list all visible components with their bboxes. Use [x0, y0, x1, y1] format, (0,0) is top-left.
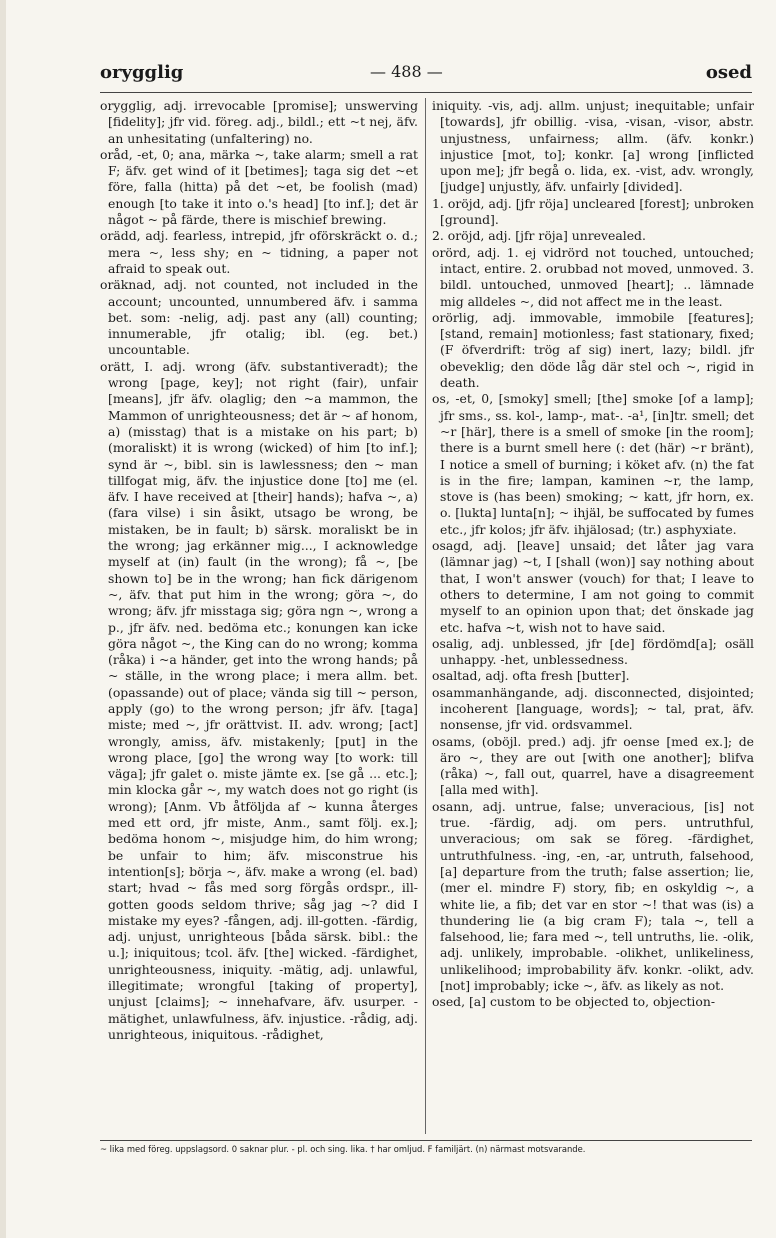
entry-orord: orörd, adj. 1. ej vidrörd not touched, untouched; intact, entire. 2. orubbad not moved, unmoved. 3. bildl. untouched, unmoved [heart]; .. lämnade mig alldeles ~, did not affect me in the least.: [432, 244, 754, 309]
entry-osammanhangande: osammanhängande, adj. disconnected, disjointed; incoherent [language, words]; ~ tal, prat, äfv. nonsense, jfr vid. ordsvammel.: [432, 684, 754, 733]
entry-orojd-2: 2. oröjd, adj. [jfr röja] unrevealed.: [432, 228, 646, 244]
header-rule: [100, 92, 752, 93]
entry-oradd: orädd, adj. fearless, intrepid, jfr oförskräckt o. d.; mera ~, less shy; en ~ tidning, a paper not afraid to speak out.: [100, 228, 418, 276]
page-header: [100, 62, 752, 86]
column-divider: [425, 98, 426, 1134]
entry-oratt: orätt, I. adj. wrong (äfv. substantiveradt); the wrong [page, key]; not right (fair), unfair [means], jfr äfv. olaglig; den ~a mammon, the Mammon of unrighteousness; det är ~ af honom, a) (misstag) that is a mistake on his part; b) (moraliskt) it is wrong (wicked) of him [to inf.]; synd är ~, bibl. sin is lawlessness; den ~ man tillfogat mig, äfv. the injustice done [to] me (el. äfv. I have received at [their] hands); hafva ~, a) (fara vilse) i sin åsikt, utsago be wrong, be mistaken, be in fault; b) särsk. moraliskt be in the wrong; jag erkänner mig..., I acknowledge myself at (in) fault (in the wrong); få ~, [be shown to] be in the wrong; han fick därigenom ~, äfv. that put him in the wrong; göra ~, do wrong; äfv. jfr misstaga sig; göra ngn ~, wrong a p., jfr äfv. ned. bedöma etc.; konungen kan icke göra något ~, the King can do no wrong; komma (råka) i ~a händer, get into the wrong hands; på ~ ställe, in the wrong place; i mera allm. bet. (opassande) out of place; vända sig till ~ person, apply (go) to the wrong person; jfr äfv. [taga] miste; med ~, jfr orättvist. II. adv. wrong; [act] wrongly, amiss, äfv. mistakenly; [put] in the wrong place, [go] the wrong way [to work: till väga]; jfr galet o. miste jämte ex. [se gå ... etc.]; min klocka går ~, my watch does not go right (is wrong); [Anm. Vb åtföljda af ~ kunna återges med ett ord, jfr miste, Anm., samt följ. ex.]; bedöma honom ~, misjudge him, do him wrong; be unfair to him; äfv. misconstrue his intention[s]; börja ~, äfv. make a wrong (el. bad) start; hvad ~ fås med sorg förgås ordspr., ill-gotten goods seldom thrive; såg jag ~? did I mistake my eyes? -fången, adj. ill-gotten. -färdig, adj. unjust, unrighteous [båda särsk. bibl.: the u.]; iniquitous; tcol. äfv. [the] wicked. -färdighet, unrighteousness, iniquity. -mätig, adj. unlawful, illegitimate; wrongful [taking of property], unjust [claims]; ~ innehafvare, äfv. usurper. -mätighet, unlawfulness, äfv. injustice. -rådig, adj. unrighteous, iniquitous. -rådighet,: [100, 358, 418, 1042]
entry-osann: osann, adj. untrue, false; unveracious, [is] not true. -färdig, adj. om pers. untruthful, unveracious; om sak se föreg. -färdighet, untruthfulness. -ing, -en, -ar, untruth, falsehood, [a] departure from the truth; false assertion; lie, (mer el. mindre F) story, fib; en oskyldig ~, a white lie, a fib; det var en stor ~! that was (is) a thundering lie (a big cram F); tala ~, tell a falsehood, lie; fara med ~, tell untruths, lie. -olik, adj. unlikely, improbable. -olikhet, unlikeliness, unlikelihood; improbability äfv. konkr. -olikt, adv. [not] improbably; icke ~, äfv. as likely as not.: [432, 798, 754, 994]
footer-rule: [100, 1140, 752, 1141]
page-number: — 488 —: [370, 62, 443, 81]
entry-osalig: osalig, adj. unblessed, jfr [de] fördömd[a]; osäll unhappy. -het, unblessedness.: [432, 635, 754, 668]
entry-oratt-continued: iniquity. -vis, adj. allm. unjust; inequitable; unfair [towards], jfr obillig. -visa, -visan, -visor, abstr. unjustness, unfairness; allm. (äfv. konkr.) injustice [mot, to]; konkr. [a] wrong [inflicted upon me]; jfr begå o. lida, ex. -vist, adv. wrongly, [judge] unjustly, äfv. unfairly [divided].: [432, 98, 754, 195]
page-edge-shadow: [0, 0, 6, 1238]
entry-osaltad: osaltad, adj. ofta fresh [butter].: [432, 668, 630, 684]
entry-osams: osams, (oböjl. pred.) adj. jfr oense [med ex.]; de äro ~, they are out [with one another]; blifva (råka) ~, fall out, quarrel, have a disagreement [alla med with].: [432, 733, 754, 798]
entry-oraknad: oräknad, adj. not counted, not included in the account; uncounted, unnumbered äfv. i samma bet. som: -nelig, adj. past any (all) counting; innumerable, jfr otalig; ibl. (eg. bet.) uncountable.: [100, 277, 418, 358]
header-left-guideword: orygglig: [100, 62, 184, 83]
entry-ororlig: orörlig, adj. immovable, immobile [features]; [stand, remain] motionless; fast stationary, fixed; (F öfverdrift: trög af sig) inert, lazy; bildl. jfr obeveklig; den döde låg där stel och ~, rigid in death.: [432, 309, 754, 391]
left-column: [100, 98, 418, 1136]
right-column: [432, 98, 754, 1136]
header-right-guideword: osed: [705, 62, 752, 83]
entry-orad: oråd, -et, 0; ana, märka ~, take alarm; smell a rat F; äfv. get wind of it [betimes]; taga sig det ~et före, falla (hitta) på det ~et, be foolish (mad) enough [to take it into o.'s head] [to inf.]; det är något ~ på färde, there is mischief brewing.: [100, 146, 418, 228]
abbreviation-key: ~ lika med föreg. uppslagsord. 0 saknar plur. - pl. och sing. lika. † har omljud. F familjärt. (n) närmast motsvarande.: [100, 1144, 586, 1154]
entry-osed: osed, [a] custom to be objected to, objection-: [432, 994, 716, 1010]
entry-orojd-1: 1. oröjd, adj. [jfr röja] uncleared [forest]; unbroken [ground].: [432, 195, 754, 228]
entry-orygglig: orygglig, adj. irrevocable [promise]; unswerving [fidelity]; jfr vid. föreg. adj., bildl.; ett ~t nej, äfv. an unhesitating (unfaltering) no.: [100, 98, 418, 146]
entry-osagd: osagd, adj. [leave] unsaid; det låter jag vara (lämnar jag) ~t, I [shall (won)] say nothing about that, I won't answer (vouch) for that; I leave to others to determine, I am not going to commit myself to an opinion upon that; det önskade jag etc. hafva ~t, wish not to have said.: [432, 538, 754, 635]
entry-os: os, -et, 0, [smoky] smell; [the] smoke [of a lamp]; jfr sms., ss. kol-, lamp-, mat-. -a¹, [in]tr. smell; det ~r [här], there is a smell of smoke [in the room]; there is a burnt smell here (: det (här) ~r bränt), I notice a smell of burning; i köket afv. (n) the fat is in the fire; lampan, kaminen ~r, the lamp, stove is (has been) smoking; ~ katt, jfr horn, ex. o. [lukta] lunta[n]; ~ ihjäl, be suffocated by fumes etc., jfr kolos; jfr äfv. ihjälosad; (tr.) asphyxiate.: [432, 391, 754, 537]
